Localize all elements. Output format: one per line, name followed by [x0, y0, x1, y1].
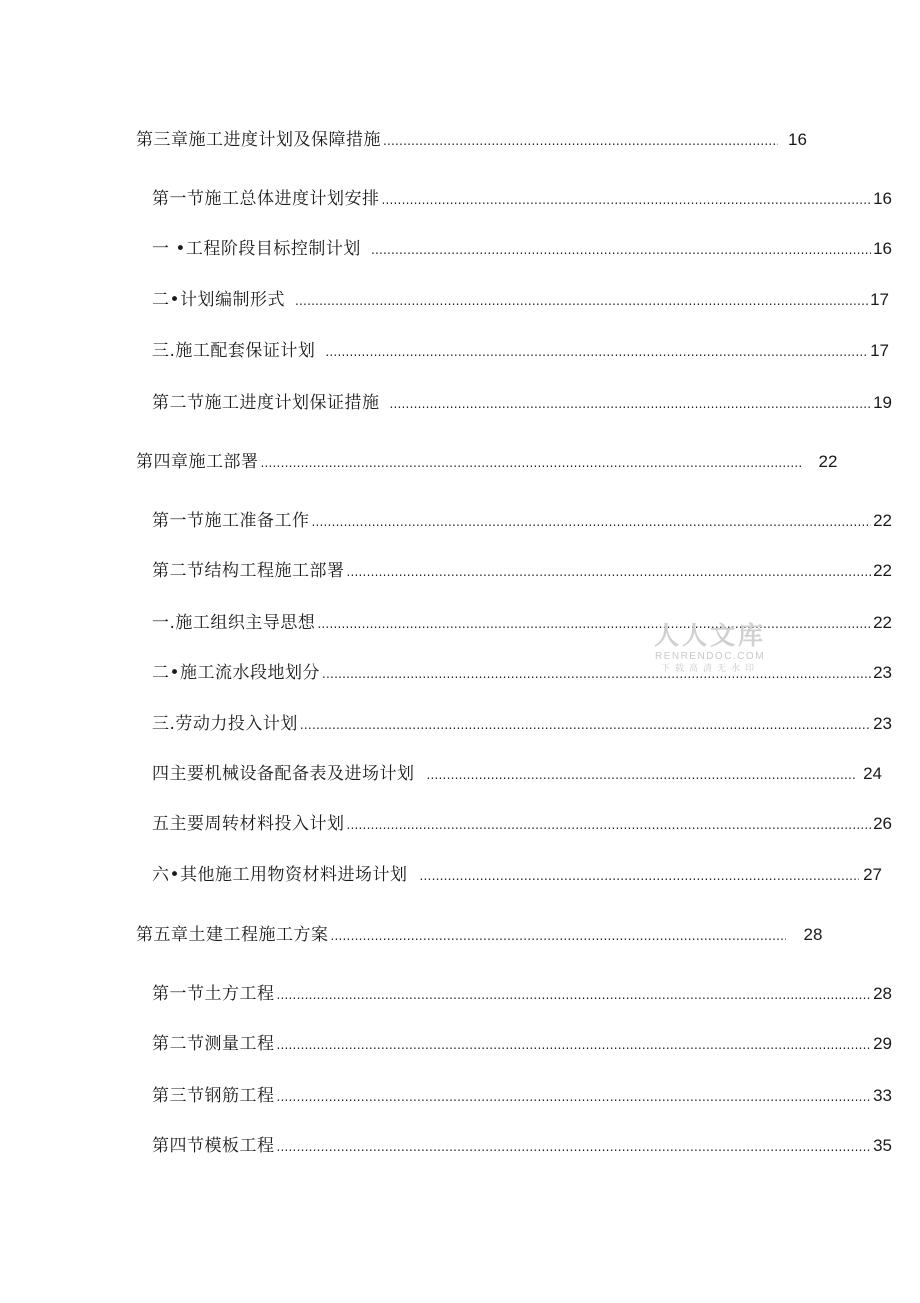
dot-leader — [427, 764, 856, 786]
toc-entry-subsection[interactable] — [152, 662, 892, 685]
toc-entry-subsection[interactable] — [152, 713, 892, 736]
toc-page-number: 28 — [803, 925, 823, 944]
toc-entry-label: 第五章土建工程施工方案 — [136, 925, 329, 945]
toc-page-number: 29 — [873, 1034, 892, 1053]
toc-page-number: 16 — [873, 239, 892, 258]
toc-entry-subsection[interactable] — [152, 763, 882, 786]
toc-entry-section[interactable] — [152, 392, 892, 415]
toc-page-number: 16 — [873, 189, 892, 208]
toc-entry-label: 第二节结构工程施工部署 — [152, 561, 345, 581]
toc-entry-label: 三.劳动力投入计划 — [152, 714, 298, 734]
toc-entry-label: 二•施工流水段地划分 — [152, 663, 321, 683]
toc-entry-section[interactable] — [152, 510, 892, 533]
toc-entry-label: 五主要周转材料投入计划 — [152, 814, 345, 834]
toc-entry-subsection[interactable] — [152, 864, 882, 887]
toc-page-number: 17 — [870, 341, 889, 360]
dot-leader — [322, 663, 871, 685]
toc-entry-section[interactable] — [152, 1135, 892, 1158]
dot-leader — [277, 984, 872, 1006]
toc-entry-subsection[interactable] — [152, 340, 889, 363]
toc-entry-section[interactable] — [152, 1033, 892, 1056]
toc-page-number: 28 — [873, 984, 892, 1003]
dot-leader — [312, 511, 872, 533]
toc-page-number: 16 — [788, 130, 807, 149]
toc-entry-label: 二•计划编制形式 — [152, 290, 286, 310]
toc-entry-section[interactable] — [152, 1085, 892, 1108]
toc-page-number: 22 — [873, 511, 892, 530]
dot-leader — [390, 393, 872, 415]
toc-entry-label: 三.施工配套保证计划 — [152, 341, 316, 361]
toc-entry-section[interactable] — [152, 560, 892, 583]
toc-entry-subsection[interactable] — [152, 289, 889, 312]
dot-leader — [331, 925, 786, 947]
toc-entry-label: 四主要机械设备配备表及进场计划 — [152, 764, 415, 784]
toc-entry-section[interactable] — [152, 983, 892, 1006]
toc-entry-section[interactable] — [152, 188, 892, 211]
toc-page-number: 33 — [873, 1086, 892, 1105]
toc-page-number: 22 — [873, 613, 892, 632]
dot-leader — [317, 613, 871, 635]
toc-page-number: 27 — [863, 865, 882, 884]
dot-leader — [325, 341, 868, 363]
dot-leader — [277, 1034, 872, 1056]
toc-page-number: 22 — [873, 561, 892, 580]
dot-leader — [383, 130, 778, 152]
toc-entry-label: 第四节模板工程 — [152, 1136, 275, 1156]
toc-entry-label: 第二节施工进度计划保证措施 — [152, 393, 380, 413]
toc-entry-label: 第三节钢筋工程 — [152, 1086, 275, 1106]
toc-entry-chapter[interactable] — [136, 924, 856, 947]
dot-leader — [420, 865, 860, 887]
dot-leader — [277, 1086, 872, 1108]
toc-page-number: 24 — [863, 764, 882, 783]
dot-leader — [371, 239, 871, 261]
toc-entry-label: 一.施工组织主导思想 — [152, 613, 316, 633]
dot-leader — [347, 561, 872, 583]
dot-leader — [261, 452, 801, 474]
toc-page-number: 22 — [818, 452, 838, 471]
toc-entry-label: 第一节施工准备工作 — [152, 511, 310, 531]
toc-page-number: 17 — [870, 290, 889, 309]
toc-entry-subsection[interactable] — [152, 612, 892, 635]
toc-entry-label: 第四章施工部署 — [136, 452, 259, 472]
dot-leader — [300, 714, 871, 736]
toc-entry-chapter[interactable] — [136, 451, 856, 474]
toc-entry-label: 第三章施工进度计划及保障措施 — [136, 130, 381, 150]
watermark-domain: RENRENDOC.COM — [654, 651, 766, 662]
dot-leader — [382, 189, 872, 211]
toc-page-number: 23 — [873, 714, 892, 733]
watermark-tagline: 下载高清无水印 — [660, 664, 759, 674]
dot-leader — [347, 814, 872, 836]
toc-entry-chapter[interactable] — [136, 129, 856, 152]
toc-page-number: 19 — [873, 393, 892, 412]
dot-leader — [277, 1136, 872, 1158]
toc-entry-label: 第二节测量工程 — [152, 1034, 275, 1054]
toc-page-number: 26 — [873, 814, 892, 833]
toc-entry-subsection[interactable] — [152, 238, 892, 261]
toc-entry-label: 六•其他施工用物资材料进场计划 — [152, 865, 408, 885]
toc-page-number: 23 — [873, 663, 892, 682]
toc-entry-subsection[interactable] — [152, 813, 892, 836]
toc-entry-label: 第一节土方工程 — [152, 984, 275, 1004]
dot-leader — [295, 290, 868, 312]
toc-entry-label: 一 •工程阶段目标控制计划 — [152, 239, 361, 259]
toc-entry-label: 第一节施工总体进度计划安排 — [152, 189, 380, 209]
toc-page-number: 35 — [873, 1136, 892, 1155]
watermark-title: 人人文库 — [653, 621, 766, 650]
